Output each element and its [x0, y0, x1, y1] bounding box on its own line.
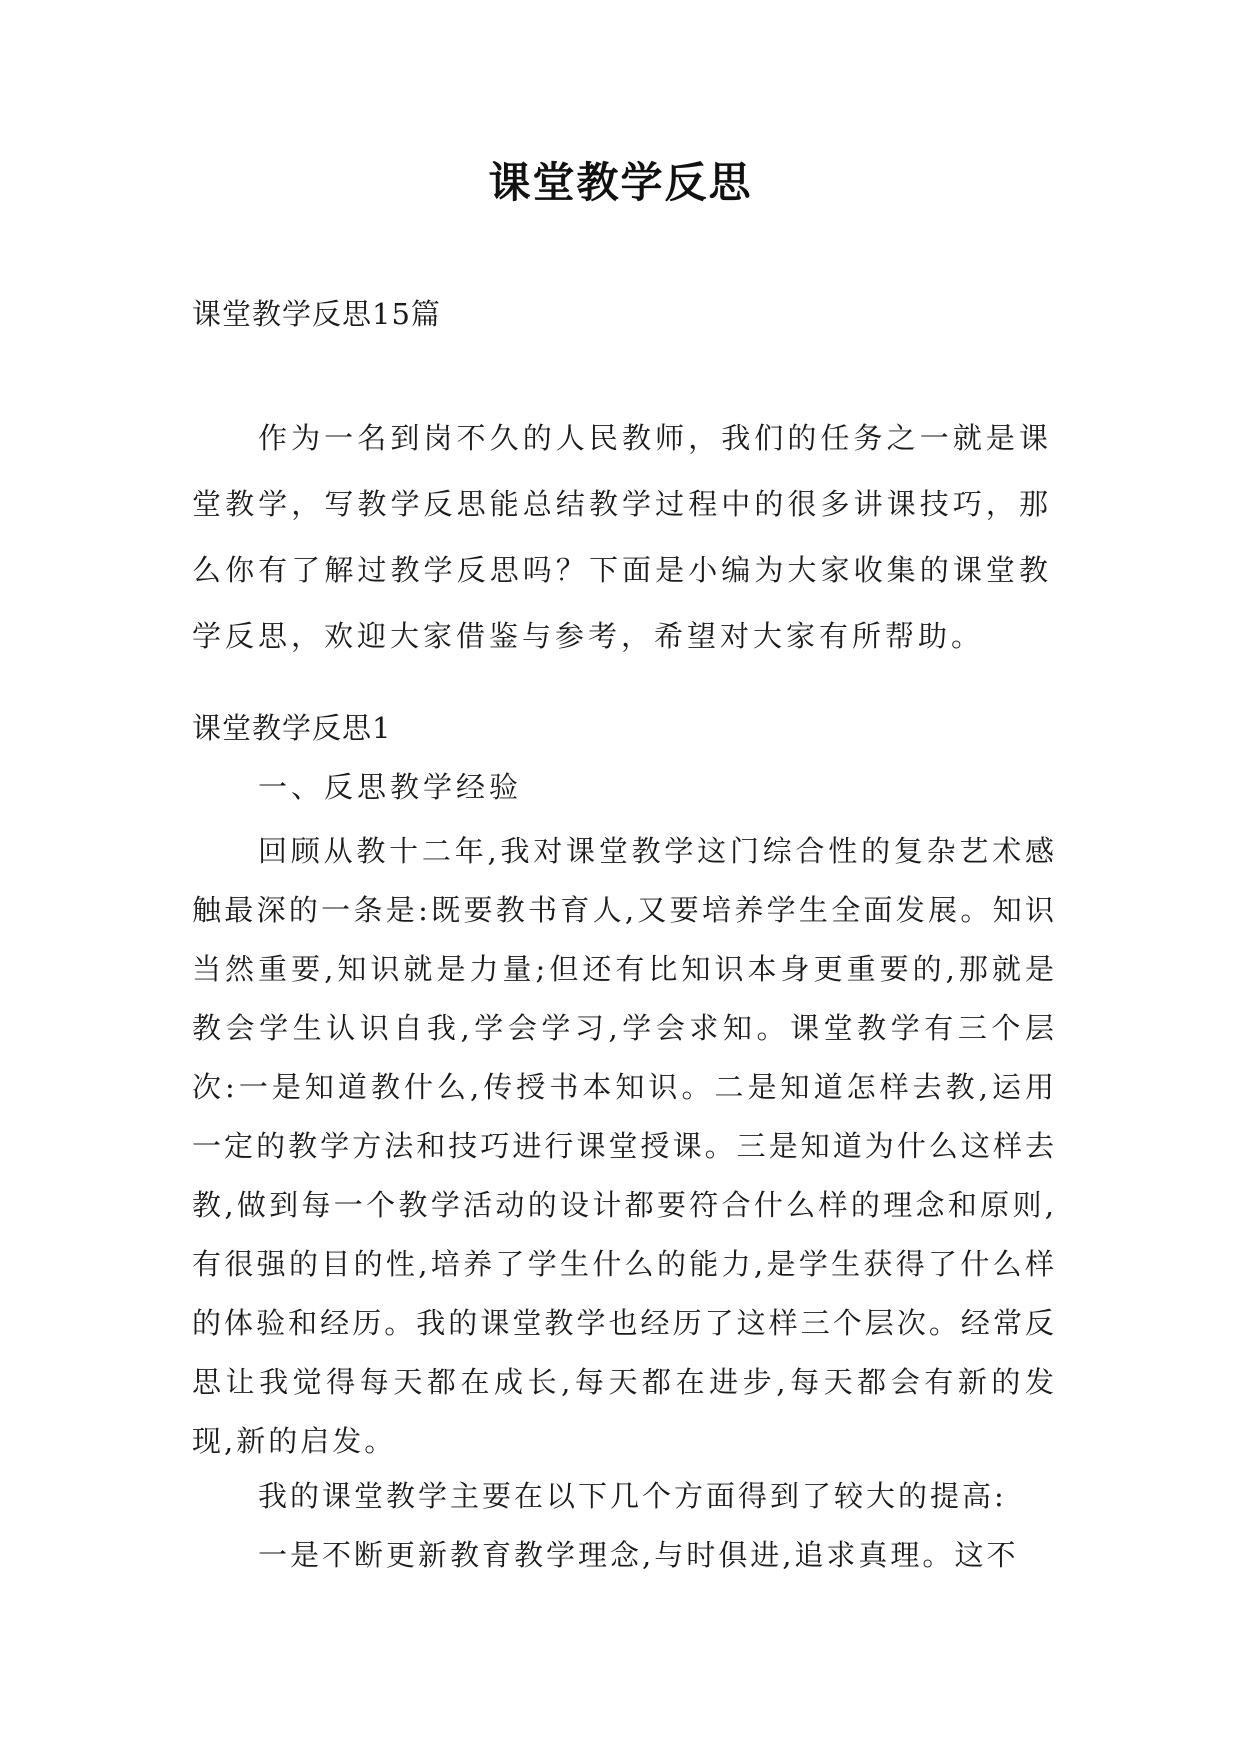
intro-paragraph: 作为一名到岗不久的人民教师，我们的任务之一就是课堂教学，写教学反思能总结教学过程中的很多讲课技巧，那么你有了解过教学反思吗？下面是小编为大家收集的课堂教学反思，欢迎大家借鉴与参考，希望对大家有所帮助。	[192, 421, 1052, 653]
sub-heading: 一、反思教学经验	[258, 770, 523, 804]
section-heading: 课堂教学反思1	[192, 711, 392, 745]
body-paragraph: 我的课堂教学主要在以下几个方面得到了较大的提高:	[258, 1479, 1007, 1513]
body-paragraph: 回顾从教十二年,我对课堂教学这门综合性的复杂艺术感触最深的一条是:既要教书育人,又要培养学生全面发展。知识当然重要,知识就是力量;但还有比知识本身更重要的,那就是教会学生认识自我,学会学习,学会求知。课堂教学有三个层次:一是知道教什么,传授书本知识。二是知道怎样去教,运用一定的教学方法和技巧进行课堂授课。三是知道为什么这样去教,做到每一个教学活动的设计都要符合什么样的理念和原则,有很强的目的性,培养了学生什么的能力,是学生获得了什么样的体验和经历。我的课堂教学也经历了这样三个层次。经常反思让我觉得每天都在成长,每天都在进步,每天都会有新的发现,新的启发。	[192, 834, 1057, 1458]
document-title: 课堂教学反思	[488, 158, 753, 207]
body-paragraph: 一是不断更新教育教学理念,与时俱进,追求真理。这不	[258, 1538, 1019, 1572]
document-subtitle: 课堂教学反思15篇	[192, 297, 441, 331]
